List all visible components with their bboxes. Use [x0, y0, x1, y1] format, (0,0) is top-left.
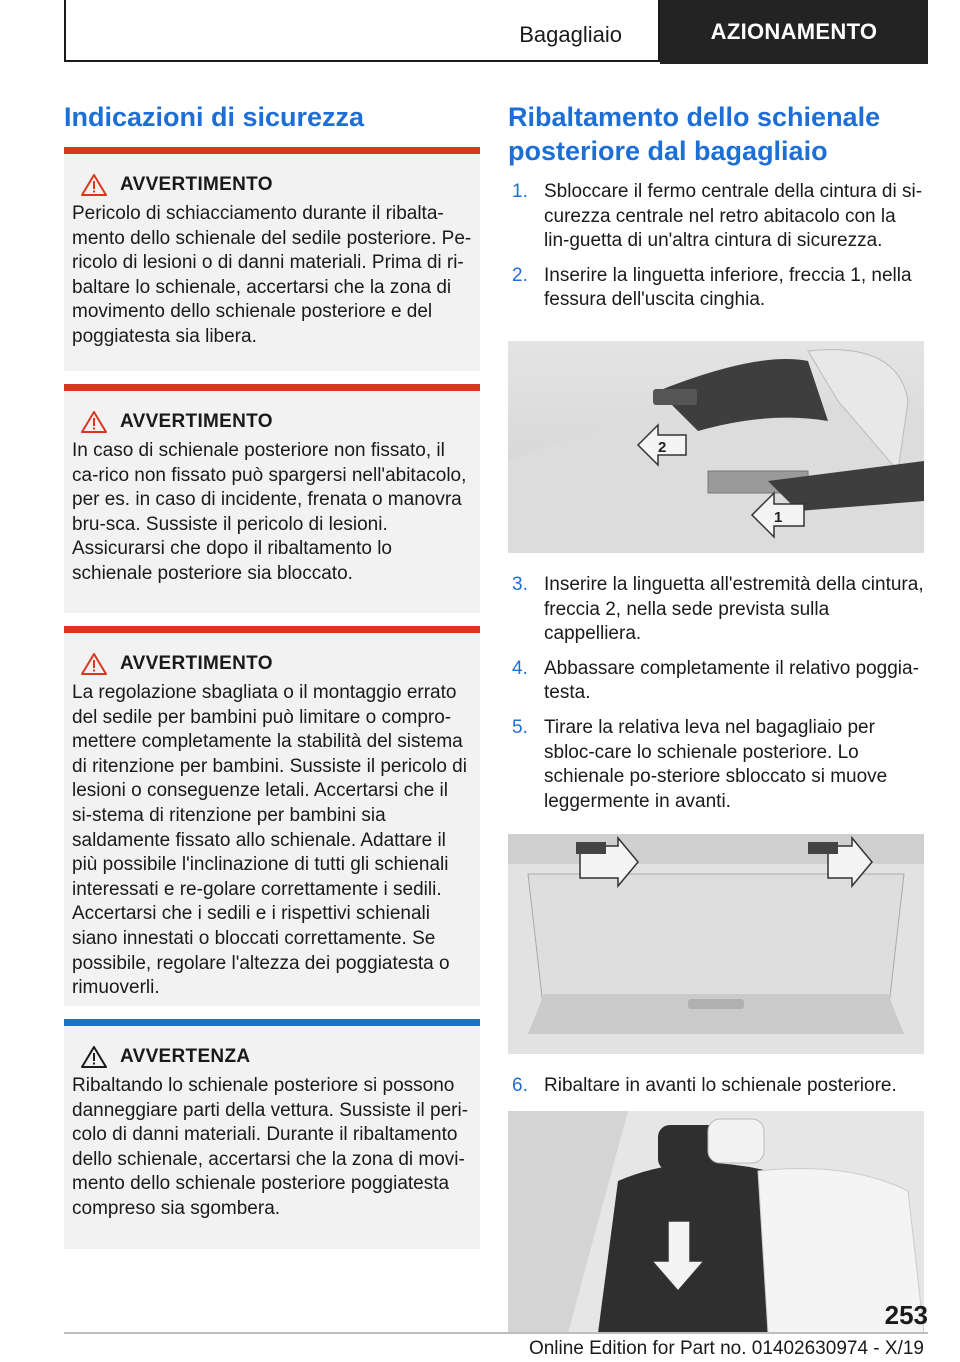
warning-triangle-icon [72, 174, 116, 196]
header-chapter-tab: AZIONAMENTO [660, 0, 928, 64]
header-section-label: Bagagliaio [519, 22, 622, 47]
warning-triangle-icon [72, 1046, 116, 1068]
step-number: 1. [512, 181, 528, 202]
warning-triangle-icon [72, 653, 116, 675]
arrow-label-1: 1 [774, 508, 783, 526]
step-number: 6. [512, 1075, 528, 1097]
step-item [508, 264, 924, 313]
step-item [508, 657, 924, 706]
warning-box-2 [64, 384, 480, 613]
footer-edition-text: Online Edition for Part no. 01402630974 - X/19 [528, 1338, 924, 1359]
step-item [508, 573, 924, 647]
steps-list-c [508, 1074, 924, 1099]
warning-heading: AVVERTIMENTO [120, 653, 273, 674]
left-column [64, 100, 480, 1262]
step-number: 2. [512, 264, 528, 286]
step-number: 4. [512, 657, 528, 679]
warning-heading: AVVERTIMENTO [120, 174, 273, 195]
warning-text: La regolazione sbagliata o il montaggio errato del sedile per bambini può limitare o compro-mettere completamente la stabilità del sistema di ritenzione per bambini. Sussiste il pericolo di lesioni o conseguenze letali. Accertarsi che il si-stema di ritenzione per bambini sia saldamente fissato allo schienale. Adattare il più possibile l'inclinazione di tutti gli schienali interessati e re-golare correttamente i sedili. Accertarsi che i sedili e i rispettivi schienali siano innestati o bloccati correttamente. Se possibile, regolare l'altezza dei poggiatesta o rimuoverli. [72, 682, 467, 999]
warning-text: In caso di schienale posteriore non fissato, il ca-rico non fissato può spargersi nell'abitacolo, per es. in caso di incidente, frenata o manovra bru-sca. Sussiste il pericolo di lesioni. Assicurarsi che dopo il ribaltamento lo schienale posteriore sia bloccato. [72, 440, 467, 584]
notice-header [72, 1042, 472, 1072]
notice-text: Ribaltando lo schienale posteriore si possono danneggiare parti della vettura. Sussiste il peri-colo di danni materiali. Durante il ribaltamento dello schienale, accertarsi che la zona di movi-mento dello schienale posteriore poggiatesta compreso sia sgombera. [72, 1075, 469, 1219]
trunk-release-illustration [508, 834, 924, 1054]
warning-header [72, 407, 472, 437]
warning-header [72, 649, 472, 679]
rear-seat-fold-illustration [508, 1111, 924, 1333]
safety-title: Indicazioni di sicurezza [64, 102, 365, 132]
step-item [508, 1074, 924, 1099]
steps-list-b [508, 573, 924, 814]
arrow-label-2: 2 [658, 438, 667, 456]
footer-divider [64, 1332, 928, 1334]
step-item [508, 716, 924, 814]
warning-heading: AVVERTIMENTO [120, 411, 273, 432]
right-column [508, 100, 924, 1353]
step-text: Ribaltare in avanti lo schienale posteriore. [544, 1075, 897, 1097]
step-number: 3. [512, 573, 528, 595]
notice-heading: AVVERTENZA [120, 1046, 251, 1067]
step-text: Sbloccare il fermo centrale della cintura di si-curezza centrale nel retro abitacolo con la lin-guetta di un'altra cintura di sicurezza. [544, 181, 923, 252]
warning-box-3 [64, 626, 480, 1006]
fold-backrest-title: Ribaltamento dello schienale posteriore dal bagagliaio [508, 102, 881, 166]
page-number: 253 [884, 1300, 928, 1330]
warning-header [72, 170, 472, 200]
steps-list-a [508, 180, 924, 313]
step-text: Inserire la linguetta inferiore, freccia 1, nella fessura dell'uscita cinghia. [544, 264, 912, 311]
notice-box [64, 1019, 480, 1249]
page-header [64, 0, 928, 64]
warning-box-1 [64, 147, 480, 371]
step-text: Inserire la linguetta all'estremità della cintura, freccia 2, nella sede prevista sulla cappelliera. [544, 573, 924, 645]
step-text: Tirare la relativa leva nel bagagliaio per sbloc-care lo schienale posteriore. Lo schienale po-steriore sbloccato si muove leggermente in avanti. [544, 716, 888, 812]
step-item [508, 180, 924, 254]
warning-triangle-icon [72, 411, 116, 433]
step-text: Abbassare completamente il relativo poggia-testa. [544, 657, 919, 704]
warning-text: Pericolo di schiacciamento durante il ribalta-mento dello schienale del sedile posteriore. Pe-ricolo di lesioni o di danni materiali. Prima di ri-baltare lo schienale, accertarsi che la zona di movimento dello schienale posteriore e del poggiatesta sia libera. [72, 203, 472, 347]
belt-tongue-illustration [508, 341, 924, 553]
step-number: 5. [512, 716, 528, 738]
